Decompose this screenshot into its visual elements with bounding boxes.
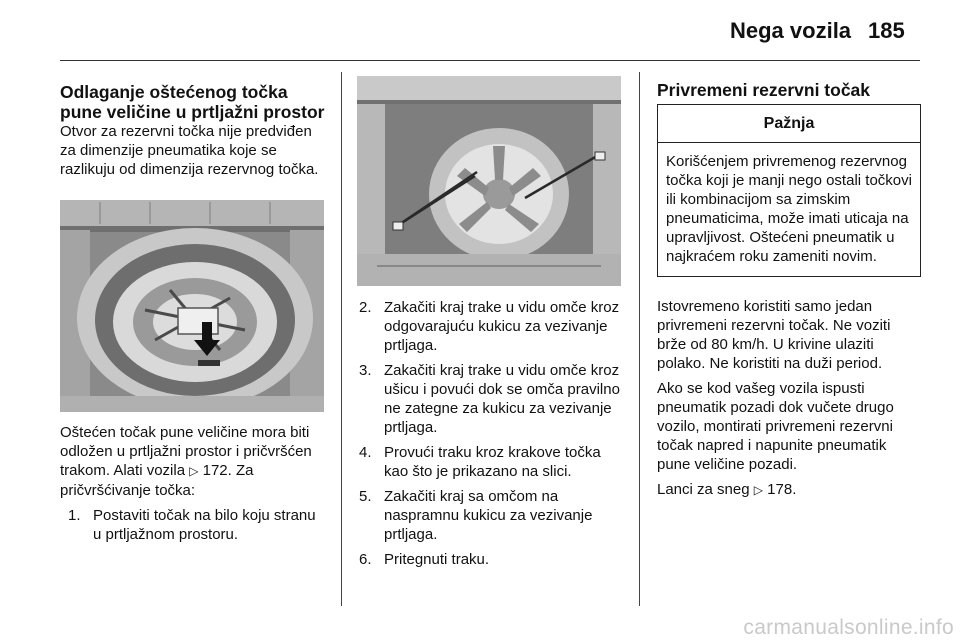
paragraph: Lanci za sneg ▷ 178. bbox=[657, 481, 797, 498]
column-3-heading bbox=[657, 80, 921, 100]
list-item: 2. Zakačiti kraj trake u vidu omče kroz odgovarajuću kukicu za vezivanje prtljaga. bbox=[359, 299, 620, 354]
column-2 bbox=[359, 298, 623, 575]
steps-list-1 bbox=[68, 506, 328, 544]
page-reference-link[interactable]: 172 bbox=[202, 462, 228, 479]
section-heading bbox=[60, 82, 328, 122]
caution-title: Pažnja bbox=[658, 105, 920, 143]
watermark: carmanualsonline.info bbox=[743, 616, 954, 639]
caution-box bbox=[657, 104, 921, 277]
list-item: 1. Postaviti točak na bilo koju stranu u prtljažnom prostoru. bbox=[68, 507, 316, 543]
caution-text: Korišćenjem privremenog rezervnog točka koji je manji nego ostali točkovi ili kombinacijom sa zimskim pneumaticima, može imati uticaja na upravljivost. Oštećeni pneumatik u najkraćem roku zameniti novim. bbox=[666, 153, 912, 265]
section-heading-line2: pune veličine u prtljažni prostor bbox=[60, 102, 325, 122]
page-reference-link[interactable]: 178 bbox=[767, 481, 793, 498]
strapped-wheel-illustration bbox=[357, 76, 621, 286]
stowage-paragraph: Oštećen točak pune veličine mora biti odložen u prtljažni prostor i pričvršćen trakom. Alati vozila ▷ 172. Za pričvršćivanje točka: bbox=[60, 424, 312, 499]
reference-arrow-icon: ▷ bbox=[753, 483, 763, 497]
list-item: 4. Provući traku kroz krakove točka kao što je prikazano na slici. bbox=[359, 444, 601, 480]
header-rule bbox=[60, 60, 920, 61]
trunk-photo-2 bbox=[357, 76, 621, 286]
reference-arrow-icon: ▷ bbox=[189, 464, 199, 478]
section-heading: Privremeni rezervni točak bbox=[657, 80, 871, 100]
column-divider-1 bbox=[341, 72, 342, 606]
page-header-title: Nega vozila bbox=[730, 18, 852, 43]
steps-list-2 bbox=[359, 298, 623, 569]
column-1-lower bbox=[60, 423, 328, 550]
section-heading-line1: Odlaganje oštećenog točka bbox=[60, 82, 288, 102]
column-divider-2 bbox=[639, 72, 640, 606]
list-item: 6. Pritegnuti traku. bbox=[359, 551, 490, 568]
paragraph: Istovremeno koristiti samo jedan privremeni rezervni točak. Ne voziti brže od 80 km/h. U krivine ulaziti polako. Ne koristiti na duži period. bbox=[657, 298, 891, 372]
list-item: 3. Zakačiti kraj trake u vidu omče kroz ušicu i povući dok se omča pravilno ne zategne za kukicu za vezivanje prtljaga. bbox=[359, 362, 620, 436]
intro-paragraph: Otvor za rezervni točka nije predviđen za dimenzije pneumatika koje se razlikuju od dimenzija rezervnog točka. bbox=[60, 123, 319, 178]
paragraph: Ako se kod vašeg vozila ispusti pneumatik pozadi dok vučete drugo vozilo, montirati privremeni rezervni točak napred i napunite pneumatik pune veličine pozadi. bbox=[657, 380, 894, 473]
column-3 bbox=[657, 297, 921, 506]
spare-wheel-well-illustration bbox=[60, 200, 324, 412]
list-item: 5. Zakačiti kraj sa omčom na naspramnu kukicu za vezivanje prtljaga. bbox=[359, 488, 593, 543]
page-number: 185 bbox=[868, 18, 905, 43]
trunk-photo-1 bbox=[60, 200, 324, 412]
column-1 bbox=[60, 82, 328, 185]
